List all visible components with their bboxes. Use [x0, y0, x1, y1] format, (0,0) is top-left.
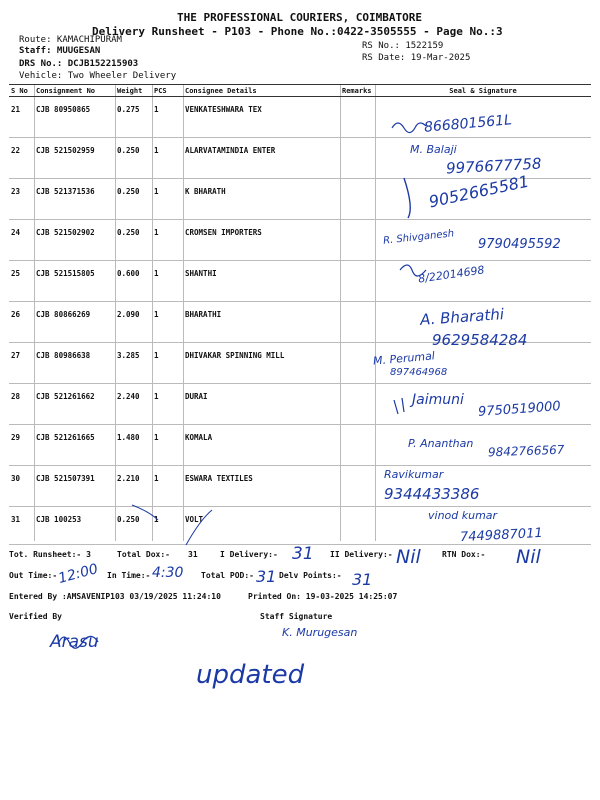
ii-delivery-value: Nil — [396, 546, 421, 568]
in-time-value: 4:30 — [152, 565, 184, 581]
col-signature: Seal & Signature — [375, 85, 591, 97]
row-consignment-no: CJB 80866269 — [34, 302, 115, 343]
printed-on: Printed On: 19-03-2025 14:25:07 — [248, 592, 398, 601]
row-remarks — [340, 384, 375, 425]
signature-row-26-phone: 9629584284 — [432, 331, 528, 349]
vehicle-label: Vehicle: Two Wheeler Delivery — [19, 71, 177, 81]
rs-date: RS Date: 19-Mar-2025 — [362, 53, 471, 63]
rtn-dox-value: Nil — [516, 546, 541, 568]
row-weight: 0.275 — [115, 97, 152, 138]
row-remarks — [340, 138, 375, 179]
signature-row-25: 8/22014698 — [417, 263, 486, 286]
row-remarks — [340, 97, 375, 138]
in-time-label: In Time:- — [107, 571, 151, 580]
row-sno: 31 — [9, 507, 34, 545]
row-consignment-no: CJB 521502902 — [34, 220, 115, 261]
signature-row-31-phone: 7449887011 — [459, 525, 544, 546]
staff-signature-label: Staff Signature — [260, 612, 333, 621]
row-consignee: DURAI — [183, 384, 340, 425]
row-consignment-no: CJB 521261665 — [34, 425, 115, 466]
row-consignment-no: CJB 521502959 — [34, 138, 115, 179]
row-consignee: ESWARA TEXTILES — [183, 466, 340, 507]
col-sno: S No — [9, 85, 34, 97]
total-pod-value: 31 — [256, 567, 277, 586]
rs-number: RS No.: 1522159 — [362, 41, 444, 51]
row-weight: 0.250 — [115, 220, 152, 261]
row-consignee: DHIVAKAR SPINNING MILL — [183, 343, 340, 384]
row-weight: 2.210 — [115, 466, 152, 507]
signature-row-27-phone: 897464968 — [390, 367, 448, 378]
row-consignee: CROMSEN IMPORTERS — [183, 220, 340, 261]
row-sno: 23 — [9, 179, 34, 220]
row-pcs: 1 — [152, 97, 183, 138]
row-remarks — [340, 179, 375, 220]
updated-note: updated — [196, 660, 305, 690]
row-weight: 2.240 — [115, 384, 152, 425]
delv-points-value: 31 — [352, 570, 373, 589]
verified-by-label: Verified By — [9, 612, 62, 621]
row-sno: 29 — [9, 425, 34, 466]
row-pcs: 1 — [152, 343, 183, 384]
row-consignee: KOMALA — [183, 425, 340, 466]
row-pcs: 1 — [152, 138, 183, 179]
signature-row-22-phone: 9976677758 — [445, 154, 542, 178]
row-consignee: K BHARATH — [183, 179, 340, 220]
row-sno: 28 — [9, 384, 34, 425]
i-delivery-label: I Delivery:- — [220, 550, 278, 559]
document-title: THE PROFESSIONAL COURIERS, COIMBATORE — [177, 11, 423, 24]
row-weight: 2.090 — [115, 302, 152, 343]
row-remarks — [340, 261, 375, 302]
tot-runsheet: Tot. Runsheet:- 3 — [9, 550, 91, 559]
row-pcs: 1 — [152, 220, 183, 261]
row-consignment-no: CJB 521371536 — [34, 179, 115, 220]
out-time-label: Out Time:- — [9, 571, 58, 580]
staff-signature: K. Murugesan — [282, 626, 358, 639]
row-remarks — [340, 425, 375, 466]
signature-row-24-phone: 9790495592 — [478, 237, 561, 252]
delv-points-label: Delv Points:- — [279, 571, 342, 580]
rtn-dox-label: RTN Dox:- — [442, 550, 486, 559]
row-consignee: VOLT — [183, 507, 340, 545]
row-weight: 0.250 — [115, 179, 152, 220]
row-pcs: 1 — [152, 466, 183, 507]
row-remarks — [340, 507, 375, 545]
signature-row-31-name: vinod kumar — [428, 509, 498, 522]
i-delivery-value: 31 — [292, 544, 314, 564]
row-remarks — [340, 466, 375, 507]
row-sno: 27 — [9, 343, 34, 384]
col-consignee: Consignee Details — [183, 85, 340, 97]
signature-row-29-phone: 9842766567 — [487, 442, 565, 460]
row-consignment-no: CJB 521261662 — [34, 384, 115, 425]
signature-row-24-name: R. Shivganesh — [382, 228, 455, 247]
drs-number: DRS No.: DCJB152215903 — [19, 59, 139, 69]
row-pcs: 1 — [152, 261, 183, 302]
signature-row-28-phone: 9750519000 — [477, 399, 562, 420]
col-remarks: Remarks — [340, 85, 375, 97]
signature-row-27-name: M. Perumal — [372, 349, 436, 368]
row-consignee: BHARATHI — [183, 302, 340, 343]
ii-delivery-label: II Delivery:- — [330, 550, 393, 559]
row-consignment-no: CJB 521515805 — [34, 261, 115, 302]
row-remarks — [340, 220, 375, 261]
staff-label: Staff: MUUGESAN — [19, 46, 101, 56]
col-consignment: Consignment No — [34, 85, 115, 97]
route-label: Route: KAMACHIPURAM — [19, 35, 122, 45]
verified-signature: Arasu — [50, 632, 99, 652]
signature-row-22-name: M. Balaji — [410, 143, 457, 156]
table-row — [9, 261, 591, 302]
signature-row-28-name: Jaimuni — [412, 392, 464, 408]
total-pod-label: Total POD:- — [201, 571, 254, 580]
row-sno: 26 — [9, 302, 34, 343]
signature-row-26-name: A. Bharathi — [419, 305, 505, 329]
row-sno: 24 — [9, 220, 34, 261]
runsheet-subtitle: Delivery Runsheet - P103 - Phone No.:0422-3505555 - Page No.:3 — [92, 25, 503, 38]
row-pcs: 1 — [152, 507, 183, 545]
col-pcs: PCS — [152, 85, 183, 97]
entered-by: Entered By :AMSAVENIP103 03/19/2025 11:24:10 — [9, 592, 221, 601]
row-pcs: 1 — [152, 179, 183, 220]
col-weight: Weight — [115, 85, 152, 97]
signature-row-30-name: Ravikumar — [384, 468, 444, 481]
row-sno: 25 — [9, 261, 34, 302]
row-weight: 0.600 — [115, 261, 152, 302]
row-weight: 0.250 — [115, 138, 152, 179]
row-weight: 1.480 — [115, 425, 152, 466]
table-row — [9, 466, 591, 507]
row-weight: 3.285 — [115, 343, 152, 384]
row-consignee: SHANTHI — [183, 261, 340, 302]
row-consignment-no: CJB 80950865 — [34, 97, 115, 138]
row-pcs: 1 — [152, 425, 183, 466]
row-consignee: VENKATESHWARA TEX — [183, 97, 340, 138]
row-consignment-no: CJB 80986638 — [34, 343, 115, 384]
row-pcs: 1 — [152, 302, 183, 343]
out-time-value: 12:00 — [56, 561, 100, 587]
row-pcs: 1 — [152, 384, 183, 425]
signature-row-21: 866801561L — [423, 112, 513, 136]
row-weight: 0.250 — [115, 507, 152, 545]
row-consignee: ALARVATAMINDIA ENTER — [183, 138, 340, 179]
total-dox-label: Total Dox:- — [117, 550, 170, 559]
signature-row-30-phone: 9344433386 — [384, 485, 480, 503]
signature-row-29-name: P. Ananthan — [408, 437, 474, 450]
row-consignment-no: CJB 100253 — [34, 507, 115, 545]
row-sno: 30 — [9, 466, 34, 507]
total-dox-value: 31 — [188, 550, 198, 559]
row-consignment-no: CJB 521507391 — [34, 466, 115, 507]
row-remarks — [340, 343, 375, 384]
signature-row-23: 9052665581 — [427, 171, 531, 212]
row-remarks — [340, 302, 375, 343]
row-sno: 22 — [9, 138, 34, 179]
row-sno: 21 — [9, 97, 34, 138]
table-header-row — [9, 85, 591, 97]
